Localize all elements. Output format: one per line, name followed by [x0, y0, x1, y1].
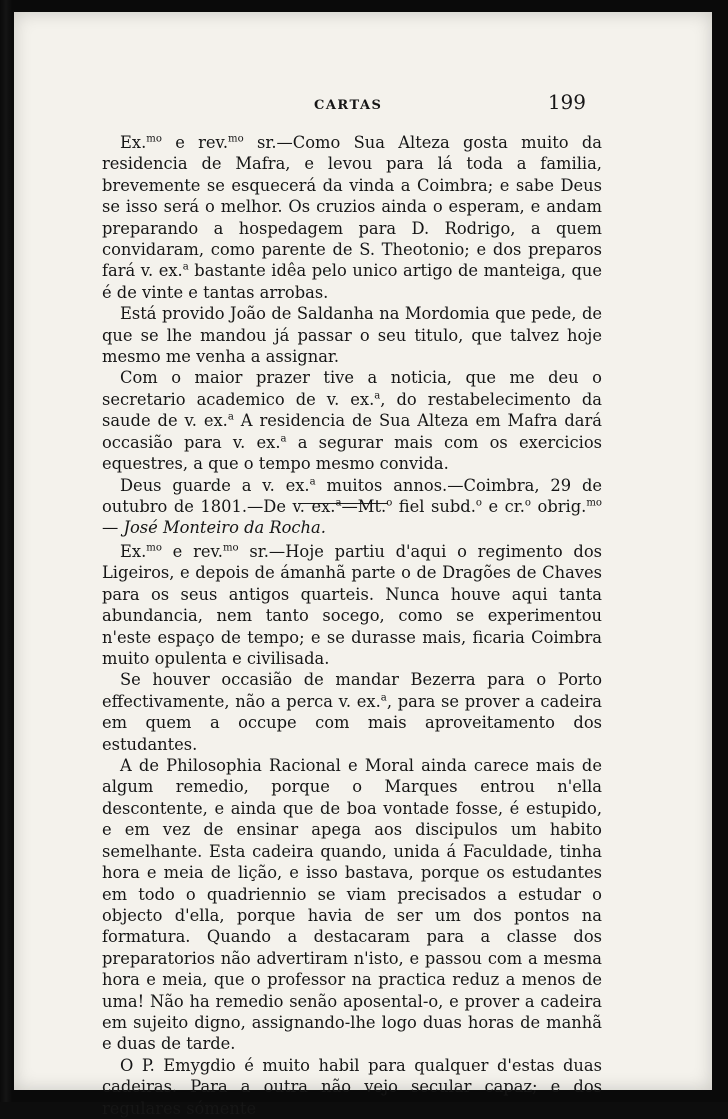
letter-1	[102, 132, 602, 539]
letter-1-closing: Deus guarde a v. ex.$^a$ muitos annos.—Coimbra, 29 de outubro de 1801.—De v. ex.$^a$—Mt.$^o$ fiel subd.$^o$ e cr.$^o$ obrig.$^{mo}$ — José Monteiro da Rocha.	[102, 475, 603, 538]
letter-1-paragraph-2: Está provido João de Saldanha na Mordomia que pede, de que se lhe mandou já passar o seu titulo, que talvez hoje mesmo me venha a assignar.	[102, 304, 602, 367]
letter-1-paragraph-1: Ex.$^{mo}$ e rev.$^{mo}$ sr.—Como Sua Alteza gosta muito da residencia de Mafra, e levou para lá toda a familia, brevemente se esquecerá da vinda a Coimbra; e sabe Deus se isso será o melhor. Os cruzios ainda o esperam, e andam preparando a hospedagem para D. Rodrigo, a quem convidaram, como parente de S. Theotonio; e dos preparos fará v. ex.$^a$ bastante idêa pelo unico artigo de manteiga, que é de vinte e tantas arrobas.	[102, 133, 602, 302]
letter-1-paragraph-3: Com o maior prazer tive a noticia, que me deu o secretario academico de v. ex.$^a$, do restabelecimento da saude de v. ex.$^a$ A residencia de Sua Alteza em Mafra dará occasião para v. ex.$^a$ a segurar mais com os exercicios equestres, a que o tempo mesmo convida.	[102, 368, 602, 474]
salutation: Ex.	[120, 133, 147, 152]
page-number: 199	[547, 90, 586, 114]
letter-2-paragraph-1: Ex.$^{mo}$ e rev.$^{mo}$ sr.—Hoje partiu d'aqui o regimento dos Ligeiros, e depois de ámanhã parte o de Dragões de Chaves para os seus antigos quarteis. Nunca houve aqui tanta abundancia, nem tanto socego, como se experimentou n'este espaço de tempo; e se durasse mais, ficaria Coimbra muito opulenta e civilisada.	[102, 542, 602, 669]
section-divider	[298, 503, 388, 504]
signature: José Monteiro da Rocha.	[123, 518, 326, 538]
letter-2-paragraph-3: A de Philosophia Racional e Moral ainda carece mais de algum remedio, porque o Marques entrou n'ella descontente, e ainda que de boa vontade fosse, é estupido, e em vez de ensinar apega aos discipulos um habito semelhante. Esta cadeira quando, unida á Faculdade, tinha hora e meia de lição, e isso bastava, porque os estudantes em todo o quadriennio se viam precisados a estudar o objecto d'ella, porque havia de ser um dos pontos na formatura. Quando a destacaram para a classe dos preparatorios não advertiram n'isto, e passou com a mesma hora e meia, que o professor na practica reduz a menos de uma! Não ha remedio senão aposental-o, e prover a cadeira em sujeito digno, assignando-lhe logo duas horas de manhã e duas de tarde.	[102, 756, 602, 1054]
letter-2-paragraph-4: O P. Emygdio é muito habil para qualquer d'estas duas cadeiras. Para a outra não vejo secular capaz; e dos regulares sómente	[102, 1055, 602, 1118]
letter-2	[102, 541, 602, 1119]
running-title: CARTAS	[314, 98, 383, 113]
running-head	[314, 90, 586, 114]
salutation: Ex.	[120, 542, 147, 561]
book-page	[14, 12, 712, 1118]
letter-2-paragraph-2: Se houver occasião de mandar Bezerra para o Porto effectivamente, não a perca v. ex.$^a$, para se prover a cadeira em quem a occupe com mais aproveitamento dos estudantes.	[102, 670, 602, 754]
